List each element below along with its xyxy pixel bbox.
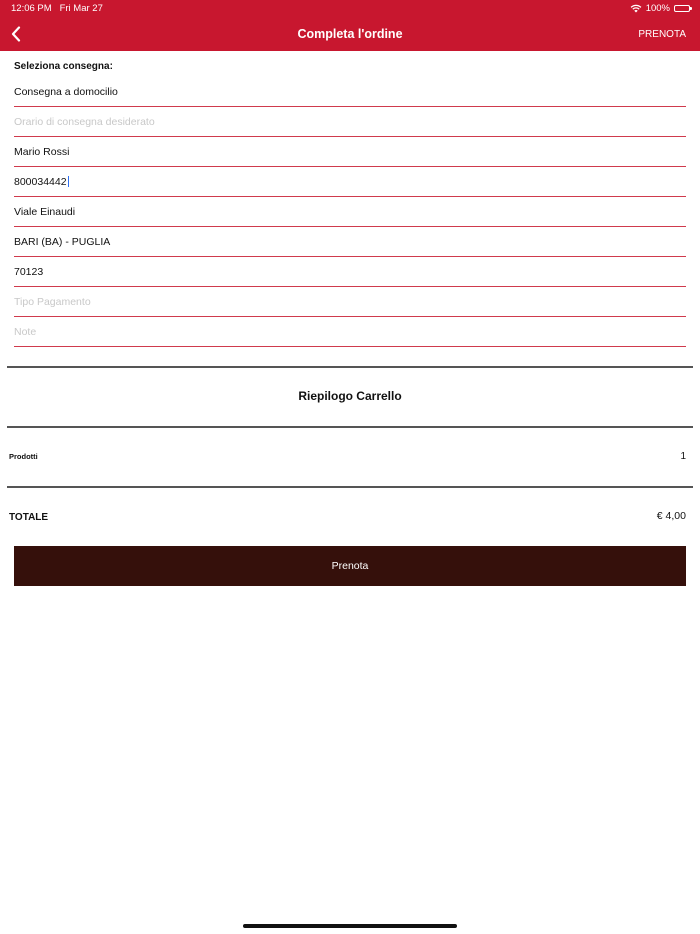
- status-indicators: [630, 3, 690, 14]
- status-time: [11, 3, 103, 14]
- delivery-time-field[interactable]: [14, 107, 686, 137]
- products-count: 1: [680, 451, 686, 462]
- battery-percentage: 100%: [645, 3, 670, 14]
- payment-type-placeholder: Tipo Pagamento: [14, 296, 91, 308]
- delivery-time-placeholder: Orario di consegna desiderato: [14, 116, 155, 128]
- name-value: Mario Rossi: [14, 146, 70, 158]
- divider: [7, 426, 693, 428]
- phone-value: 800034442: [14, 176, 67, 188]
- navigation-bar: [0, 0, 700, 51]
- postal-code-field[interactable]: [14, 257, 686, 287]
- prenota-button-label: Prenota: [331, 560, 369, 572]
- address-field[interactable]: [14, 197, 686, 227]
- delivery-type-value: Consegna a domocilio: [14, 86, 118, 98]
- payment-type-field[interactable]: [14, 287, 686, 317]
- cart-summary-title: Riepilogo Carrello: [298, 389, 402, 403]
- divider: [7, 366, 693, 368]
- wifi-icon: [630, 4, 642, 13]
- prenota-button[interactable]: [14, 546, 686, 586]
- postal-code-value: 70123: [14, 266, 44, 278]
- status-date-label: Fri Mar 27: [59, 3, 103, 14]
- phone-text: [14, 176, 69, 188]
- notes-field[interactable]: [14, 317, 686, 347]
- home-indicator: [243, 924, 457, 928]
- battery-icon: [674, 5, 690, 12]
- status-time-label: 12:06 PM: [11, 3, 52, 14]
- phone-field[interactable]: [14, 167, 686, 197]
- divider: [7, 486, 693, 488]
- notes-placeholder: Note: [14, 326, 37, 338]
- products-label: Prodotti: [9, 452, 38, 461]
- address-value: Viale Einaudi: [14, 206, 76, 218]
- text-cursor: [68, 176, 69, 187]
- total-label: TOTALE: [9, 512, 49, 523]
- page-title: Completa l'ordine: [297, 27, 403, 41]
- city-field[interactable]: [14, 227, 686, 257]
- city-value: BARI (BA) - PUGLIA: [14, 236, 111, 248]
- total-value: € 4,00: [656, 510, 686, 522]
- delivery-section-label: Seleziona consegna:: [14, 61, 113, 72]
- name-field[interactable]: [14, 137, 686, 167]
- delivery-type-field[interactable]: [14, 77, 686, 107]
- prenota-nav-button[interactable]: PRENOTA: [638, 29, 686, 40]
